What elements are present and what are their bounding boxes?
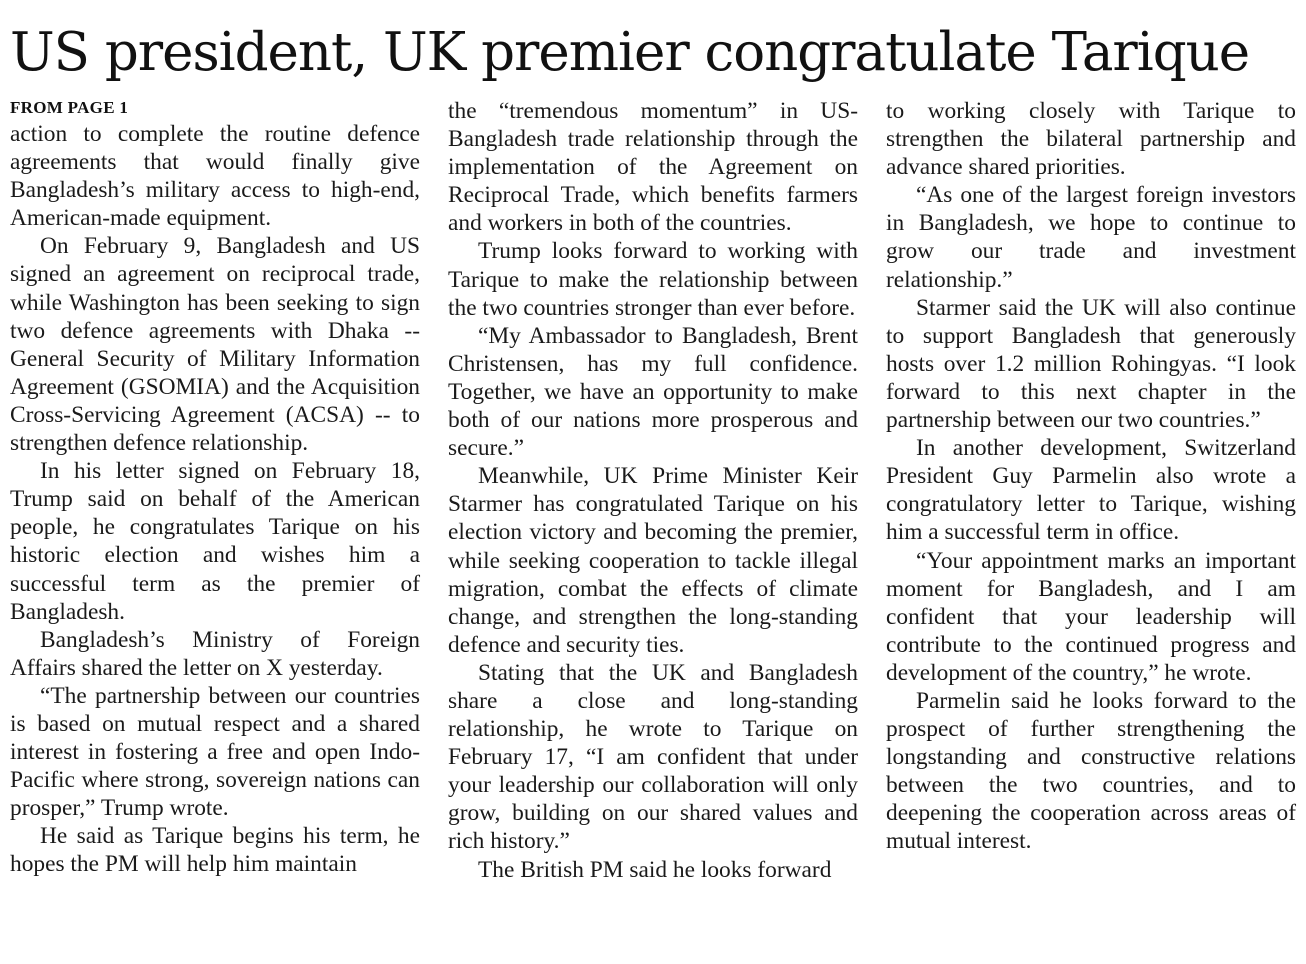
paragraph: On February 9, Bangladesh and US signed an agreement on reciprocal trade, while Washington has been seeking to sign two defence agreements with Dhaka -- General Security of Military Information Agreement (GSOMIA) and the Acquisition Cross-Servicing Agreement (ACSA) -- to strengthen defence relationship. <box>10 233 420 457</box>
paragraph: The British PM said he looks forward <box>478 856 832 883</box>
paragraph: Parmelin said he looks forward to the prospect of further strengthening the longstanding and constructive relations between the two countries, and to deepening the cooperation across areas of mutual interest. <box>886 687 1296 855</box>
paragraph: Starmer said the UK will also continue to support Bangladesh that generously hosts over 1.2 million Rohingyas. “I look forward to this next chapter in the partnership between our two countries.” <box>886 294 1296 434</box>
paragraph: “My Ambassador to Bangladesh, Brent Christensen, has my full confidence. Together, we have an opportunity to make both of our nations more prosperous and secure.” <box>448 322 858 462</box>
paragraph: “Your appointment marks an important moment for Bangladesh, and I am confident that your leadership will contribute to the continued progress and development of the country,” he wrote. <box>886 547 1296 686</box>
from-page-label: FROM PAGE 1 <box>10 98 129 117</box>
article-column-3 <box>886 97 1296 856</box>
paragraph: to working closely with Tarique to strengthen the bilateral partnership and advance shared priorities. <box>886 98 1296 181</box>
paragraph: Meanwhile, UK Prime Minister Keir Starmer has congratulated Tarique on his election victory and becoming the premier, while seeking cooperation to tackle illegal migration, combat the effects of climate change, and strengthen the long-standing defence and security ties. <box>448 463 858 658</box>
paragraph: Bangladesh’s Ministry of Foreign Affairs shared the letter on X yesterday. <box>10 626 420 681</box>
paragraph: He said as Tarique begins his term, he hopes the PM will help him maintain <box>10 823 420 878</box>
article-column-1 <box>10 96 420 879</box>
paragraph: “As one of the largest foreign investors in Bangladesh, we hope to continue to grow our trade and investment relationship.” <box>886 182 1296 293</box>
paragraph: the “tremendous momentum” in US-Bangladesh trade relationship through the implementation of the Agreement on Reciprocal Trade, which benefits farmers and workers in both of the countries. <box>448 98 858 237</box>
paragraph: In another development, Switzerland President Guy Parmelin also wrote a congratulatory letter to Tarique, wishing him a successful term in office. <box>886 435 1296 546</box>
article-column-2 <box>448 97 858 884</box>
headline: US president, UK premier congratulate Tarique <box>10 22 1250 83</box>
paragraph: Stating that the UK and Bangladesh share a close and long-standing relationship, he wrote to Tarique on February 17, “I am confident that under your leadership our collaboration will only grow, building on our shared values and rich history.” <box>448 659 858 855</box>
paragraph: “The partnership between our countries is based on mutual respect and a shared interest in fostering a free and open Indo-Pacific where strong, sovereign nations can prosper,” Trump wrote. <box>10 682 420 822</box>
paragraph: Trump looks forward to working with Tarique to make the relationship between the two countries stronger than ever before. <box>448 238 858 321</box>
paragraph: action to complete the routine defence agreements that would finally give Bangladesh’s military access to high-end, American-made equipment. <box>10 121 420 232</box>
paragraph: In his letter signed on February 18, Trump said on behalf of the American people, he congratulates Tarique on his historic election and wishes him a successful term as the premier of Bangladesh. <box>10 458 420 625</box>
